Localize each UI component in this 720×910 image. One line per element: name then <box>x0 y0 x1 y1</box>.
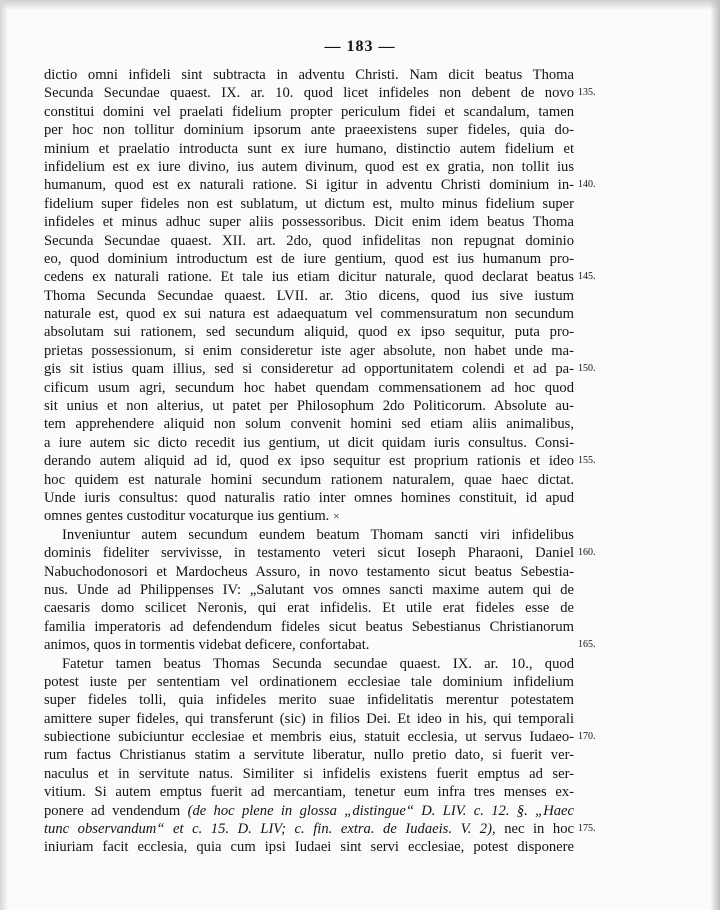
line-text: naculus et in servitute natus. Similiter si infidelis existens fuerit emptus ad ser- <box>44 765 574 782</box>
text-line <box>44 434 574 452</box>
text-line <box>44 507 574 525</box>
body-text <box>44 66 574 857</box>
line-text: hoc quidem est naturale homini secundum rationem naturalem, quae haec dictat. <box>44 471 574 488</box>
text-line <box>44 820 574 838</box>
text-line <box>44 636 574 654</box>
line-text: a iure autem sic dicto recedit ius gentium, ut dicit quidam iuris consultus. Consi- <box>44 434 574 451</box>
margin-line-number: 150. <box>578 363 596 375</box>
line-text: amittere super fideles, qui transferunt (sic) in filios Dei. Et ideo in his, qui temporali <box>44 710 574 727</box>
line-text: naturale est, quod ex sui natura est adaequatum vel commensuratum non secundum <box>44 306 574 323</box>
text-line <box>44 710 574 728</box>
page-edge-shadow-top <box>0 0 720 10</box>
page-number: — 183 — <box>324 38 396 55</box>
text-line <box>44 673 574 691</box>
line-text: iniuriam facit ecclesia, quia cum ipsi Iudaei sint servi ecclesiae, potest disponere <box>44 839 574 856</box>
text-line <box>44 397 574 415</box>
line-text: dictio omni infideli sint subtracta in adventu Christi. Nam dicit beatus Thoma <box>44 67 574 83</box>
citation-italic: tunc observandum“ et c. 15. D. LIV; c. fin. extra. de Iudaeis. V. 2), <box>44 821 496 838</box>
margin-line-number: 160. <box>578 547 596 559</box>
line-text: cificum usum agri, secundum hoc habet quendam commensationem ad hoc quod <box>44 379 574 396</box>
line-text: caesaris domo scilicet Neronis, qui erat infidelis. Et utile erat fideles esse de <box>44 600 574 617</box>
line-text: Nabuchodonosori et Mardocheus Assuro, in novo testamento sicut beatus Sebestia- <box>44 563 574 580</box>
line-text: eo, quod dominium introductum est de iure gentium, quod est ius humanum pro- <box>44 250 574 267</box>
margin-line-number: 155. <box>578 455 596 467</box>
line-text: infideles et minus adhuc super aliis possessoribus. Dicit enim idem beatus Thoma <box>44 214 574 231</box>
text-line <box>44 250 574 268</box>
text-line <box>44 765 574 783</box>
line-text: nus. Unde ad Philippenses IV: „Salutant vos omnes sancti maxime autem qui de <box>44 581 574 598</box>
text-line <box>44 838 574 856</box>
margin-line-number: 140. <box>578 179 596 191</box>
text-line <box>44 581 574 599</box>
line-text: rum factus Christianus statim a servitute liberatur, nullo pretio dato, si fuerit ver- <box>44 747 574 764</box>
text-line <box>44 379 574 397</box>
line-text: animos, quos in tormentis videbat deficere, confortabat. <box>44 637 370 654</box>
line-text: Thoma Secunda Secundae quaest. LVII. ar. 3tio dicens, quod ius sive iustum <box>44 287 574 304</box>
text-line <box>44 471 574 489</box>
text-line <box>44 213 574 231</box>
line-text: subiectione subiciuntur ecclesiae et membris eius, statuit ecclesia, ut servus Iudaeo- <box>44 729 574 746</box>
text-line <box>44 802 574 820</box>
handwritten-mark: × <box>333 509 340 524</box>
text-line <box>44 323 574 341</box>
text-line <box>44 342 574 360</box>
line-text: per hoc non tollitur dominium ipsorum ante praeexistens super fideles, quia do- <box>44 122 574 139</box>
line-text: Fatetur tamen beatus Thomas Secunda secundae quaest. IX. ar. 10., quod <box>62 655 574 672</box>
line-text: Inveniuntur autem secundum eundem beatum Thomam sancti viri infidelibus <box>62 526 574 543</box>
margin-line-number: 135. <box>578 87 596 99</box>
line-text: omnes gentes custoditur vocaturque ius gentium. <box>44 508 330 525</box>
text-line <box>44 287 574 305</box>
text-line <box>44 195 574 213</box>
text-line <box>44 158 574 176</box>
line-text: derando autem aliquid ad id, quod ex ipso sequitur est proprium rationis et ideo <box>44 453 574 470</box>
text-line <box>44 140 574 158</box>
text-line <box>44 415 574 433</box>
page-edge-shadow-left <box>0 0 8 910</box>
line-text: Secunda Secundae quaest. XII. art. 2do, quod infidelitas non repugnat dominio <box>44 232 574 249</box>
text-line <box>44 305 574 323</box>
text-line <box>44 563 574 581</box>
line-text: prietas possessionum, si enim consideretur iste ager absolute, non habet unde ma- <box>44 342 574 359</box>
line-text: fidelium super fideles non est sublatum, ut dictum est, multo minus fidelium super <box>44 195 574 212</box>
line-text: potest iuste per sententiam vel ordinationem ecclesiae tale dominium infidelium <box>44 673 574 690</box>
text-line <box>44 544 574 562</box>
line-text: minium et praelatio introducta sunt ex iure humano, distinctio autem fidelium et <box>44 140 574 157</box>
text-line <box>44 452 574 470</box>
margin-line-number: 170. <box>578 731 596 743</box>
text-line <box>44 618 574 636</box>
text-line <box>44 121 574 139</box>
text-line <box>44 526 574 544</box>
text-line <box>44 84 574 102</box>
line-text: Secunda Secundae quaest. IX. ar. 10. quod licet infideles non debent de novo <box>44 85 574 102</box>
margin-line-number: 165. <box>578 639 596 651</box>
page-edge-shadow-right <box>710 0 720 910</box>
line-text: constitui domini vel praelati fidelium propter periculum fidei et scandalum, tamen <box>44 103 574 120</box>
line-text: absolutam sui rationem, sed secundum aliquid, quod ex ipso sequitur, puta pro- <box>44 324 574 341</box>
line-text: gis sit istius quam illius, sed si consideretur ad opportunitatem colendi et ad pa- <box>44 361 574 378</box>
text-line <box>44 103 574 121</box>
text-line <box>44 176 574 194</box>
line-text: Unde iuris consultus: quod naturalis ratio inter omnes homines constituit, id apud <box>44 489 574 506</box>
text-line <box>44 746 574 764</box>
text-line <box>44 360 574 378</box>
text-line <box>44 728 574 746</box>
line-text: super fideles tolli, quia infideles merito suae infidelitatis merentur potestatem <box>44 692 574 709</box>
text-line <box>44 489 574 507</box>
line-text: cedens ex naturali ratione. Et tale ius etiam dicitur naturale, quod declarat beatus <box>44 269 574 286</box>
citation-italic: (de hoc plene in glossa „distingue“ D. LIV. c. 12. §. „Haec <box>187 802 574 819</box>
text-line <box>44 599 574 617</box>
line-text: nec in hoc <box>504 821 574 838</box>
line-text: tem apprehendere aliquid non solum convenit homini sed etiam aliis animalibus, <box>44 416 574 433</box>
line-text: sit unius et non alterius, ut patet per Philosophum 2do Politicorum. Absolute au- <box>44 398 574 415</box>
text-line <box>44 232 574 250</box>
margin-line-number: 145. <box>578 271 596 283</box>
line-text: infidelium est ex iure divino, ius autem divinum, quod est ex gratia, non tollit ius <box>44 158 574 175</box>
text-line <box>44 655 574 673</box>
text-line <box>44 66 574 84</box>
line-text: humanum, quod est ex naturali ratione. Si igitur in adventu Christi dominium in- <box>44 177 574 194</box>
line-text: dominis fideliter servivisse, in testamento veteri sicut Ioseph Pharaoni, Daniel <box>44 545 574 562</box>
line-text: vitium. Si autem emptus fuerit ad mercantiam, tenetur eum infra tres menses ex- <box>44 784 574 801</box>
line-text: ponere ad vendendum <box>44 802 181 819</box>
line-text: familia imperatoris ad defendendum fideles sicut beatus Sebestianus Christianorum <box>44 618 574 635</box>
text-line <box>44 783 574 801</box>
text-line <box>44 691 574 709</box>
margin-line-number: 175. <box>578 823 596 835</box>
text-line <box>44 268 574 286</box>
